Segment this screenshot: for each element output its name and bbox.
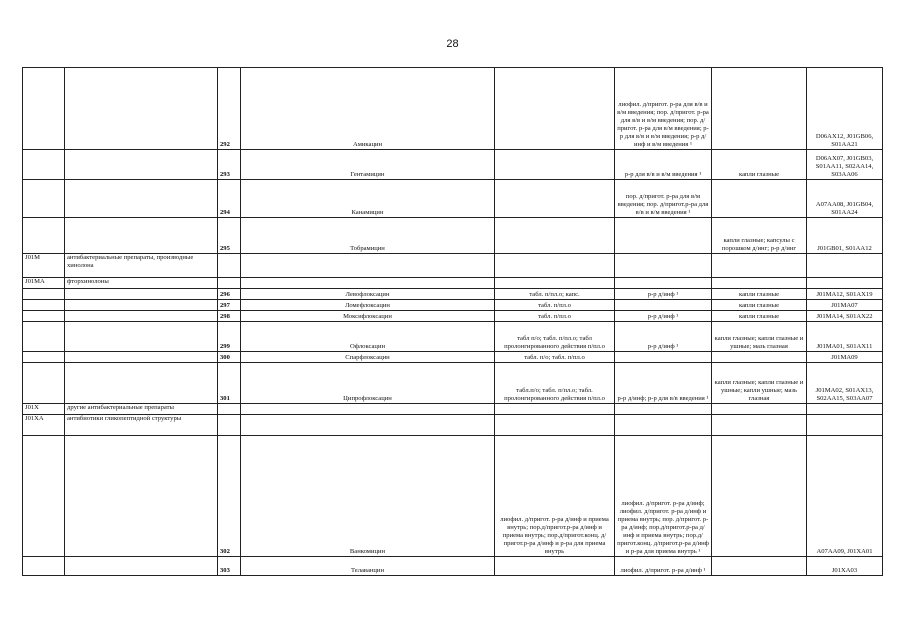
atc-codes: A07AA08, J01GB04, S01AA24 (807, 180, 883, 218)
oral-forms: табл. п/пл.о; капс. (495, 289, 615, 300)
drug-name: Амикацин (241, 68, 495, 150)
empty-cell (65, 180, 218, 218)
group-row (23, 404, 883, 415)
row-number: 303 (218, 557, 241, 576)
oral-forms (495, 218, 615, 254)
atc-group-code: J01X (23, 404, 65, 415)
drug-row (23, 352, 883, 363)
empty-cell (241, 278, 495, 289)
topical-forms (712, 352, 807, 363)
atc-group-name: другие антибактериальные препараты (65, 404, 218, 415)
empty-cell (218, 404, 241, 415)
topical-forms (712, 68, 807, 150)
injection-forms: р-р д/инф ¹ (615, 322, 712, 352)
empty-cell (615, 254, 712, 278)
empty-cell (495, 404, 615, 415)
atc-codes: J01MA02, S01AX13, S02AA15, S03AA07 (807, 363, 883, 404)
atc-codes: J01GB01, S01AA12 (807, 218, 883, 254)
injection-forms (615, 352, 712, 363)
empty-cell (807, 415, 883, 436)
topical-forms (712, 557, 807, 576)
empty-cell (23, 311, 65, 322)
row-number: 301 (218, 363, 241, 404)
empty-cell (65, 311, 218, 322)
drug-name: Ломефлоксацин (241, 300, 495, 311)
drug-name: Тобрамицин (241, 218, 495, 254)
empty-cell (615, 404, 712, 415)
topical-forms: капли глазные (712, 150, 807, 180)
empty-cell (241, 404, 495, 415)
oral-forms: табл.п/о; табл. п/пл.о; табл. пролонгированного действия п/пл.о (495, 363, 615, 404)
drug-row (23, 436, 883, 557)
drug-row (23, 289, 883, 300)
injection-forms (615, 218, 712, 254)
empty-cell (807, 278, 883, 289)
atc-codes: J01MA12, S01AX19 (807, 289, 883, 300)
oral-forms (495, 180, 615, 218)
oral-forms (495, 557, 615, 576)
row-number: 293 (218, 150, 241, 180)
injection-forms (615, 300, 712, 311)
injection-forms: р-р для в/в и в/м введения ¹ (615, 150, 712, 180)
drug-name: Канамицин (241, 180, 495, 218)
drug-name: Моксифлоксацин (241, 311, 495, 322)
row-number: 298 (218, 311, 241, 322)
empty-cell (495, 254, 615, 278)
empty-cell (23, 352, 65, 363)
topical-forms (712, 180, 807, 218)
empty-cell (712, 404, 807, 415)
empty-cell (65, 289, 218, 300)
empty-cell (65, 300, 218, 311)
row-number: 302 (218, 436, 241, 557)
drug-row (23, 218, 883, 254)
empty-cell (23, 180, 65, 218)
row-number: 294 (218, 180, 241, 218)
atc-group-code: J01M (23, 254, 65, 278)
group-row (23, 254, 883, 278)
injection-forms: р-р д/инф ¹ (615, 289, 712, 300)
atc-group-name: антибактериальные препараты, производные хинолона (65, 254, 218, 278)
empty-cell (23, 68, 65, 150)
oral-forms: табл п/о; табл. п/пл.о; табл пролонгированного действия п/пл.о (495, 322, 615, 352)
empty-cell (65, 322, 218, 352)
atc-group-code: J01XA (23, 415, 65, 436)
injection-forms: р-р д/инф ¹ (615, 311, 712, 322)
drug-table (22, 67, 883, 576)
atc-codes: J01MA14, S01AX22 (807, 311, 883, 322)
atc-codes: J01MA07 (807, 300, 883, 311)
atc-group-name: антибиотики гликопептидной структуры (65, 415, 218, 436)
group-row (23, 415, 883, 436)
topical-forms: капли глазные; капли глазные и ушные; мазь глазная (712, 322, 807, 352)
drug-row (23, 300, 883, 311)
topical-forms: капли глазные (712, 311, 807, 322)
row-number: 295 (218, 218, 241, 254)
drug-name: Гентамицин (241, 150, 495, 180)
group-row (23, 278, 883, 289)
topical-forms: капли глазные (712, 289, 807, 300)
row-number: 292 (218, 68, 241, 150)
oral-forms: лиофил. д/пригот. р-ра д/инф и приема внутрь; пор.д/пригот.р-ра д/инф и приема внутрь; пор.д/пригот.конц. д/пригот.р-ра д/инф и р-ра для приема внутрь (495, 436, 615, 557)
drug-row (23, 363, 883, 404)
empty-cell (218, 278, 241, 289)
empty-cell (65, 352, 218, 363)
empty-cell (23, 322, 65, 352)
empty-cell (615, 278, 712, 289)
atc-group-code: J01MA (23, 278, 65, 289)
empty-cell (65, 363, 218, 404)
empty-cell (241, 254, 495, 278)
atc-codes: D06AX12, J01GB06, S01AA21 (807, 68, 883, 150)
empty-cell (65, 436, 218, 557)
drug-row (23, 322, 883, 352)
oral-forms: табл. п/пл.о (495, 311, 615, 322)
atc-codes: J01MA09 (807, 352, 883, 363)
injection-forms: лиофил. д/пригот. р-ра д/инф; лиофил. д/пригот. р-ра д/инф и приема внутрь; пор. д/пригот. р-ра д/инф; пор.д/пригот.р-ра д/инф и приема внутрь; пор.д/пригот.конц. д/пригот.р-ра д/инф и р-ра для приема внутрь ¹ (615, 436, 712, 557)
topical-forms: капли глазные; капли глазные и ушные; капли ушные; мазь глазная (712, 363, 807, 404)
drug-name: Ципрофлоксацин (241, 363, 495, 404)
drug-name: Ванкомицин (241, 436, 495, 557)
drug-name: Левофлоксацин (241, 289, 495, 300)
empty-cell (712, 278, 807, 289)
empty-cell (65, 218, 218, 254)
row-number: 300 (218, 352, 241, 363)
atc-codes: A07AA09, J01XA01 (807, 436, 883, 557)
empty-cell (23, 150, 65, 180)
drug-row (23, 180, 883, 218)
empty-cell (615, 415, 712, 436)
empty-cell (65, 68, 218, 150)
empty-cell (23, 300, 65, 311)
row-number: 299 (218, 322, 241, 352)
injection-forms: р-р д/инф; р-р для в/в введения ¹ (615, 363, 712, 404)
empty-cell (23, 363, 65, 404)
injection-forms: лиофил. д/пригот. р-ра д/инф ¹ (615, 557, 712, 576)
oral-forms: табл. п/о; табл. п/пл.о (495, 352, 615, 363)
empty-cell (23, 557, 65, 576)
empty-cell (241, 415, 495, 436)
atc-codes: J01XA03 (807, 557, 883, 576)
oral-forms: табл. п/пл.о (495, 300, 615, 311)
drug-row (23, 150, 883, 180)
empty-cell (218, 415, 241, 436)
empty-cell (807, 254, 883, 278)
atc-codes: D06AX07, J01GB03, S01AA11, S02AA14, S03AA06 (807, 150, 883, 180)
topical-forms: капли глазные; капсулы с порошком д/инг; р-р д/инг (712, 218, 807, 254)
empty-cell (712, 415, 807, 436)
drug-name: Спарфлоксацин (241, 352, 495, 363)
row-number: 296 (218, 289, 241, 300)
injection-forms: лиофил. д/пригот. р-ра для в/в и в/м введения; пор. д/пригот. р-ра для в/в и в/м введения; пор. д/пригот. р-ра для в/м введения; р-р для в/в и в/м введения; р-р д/инф и в/м введения ¹ (615, 68, 712, 150)
drug-row (23, 557, 883, 576)
empty-cell (495, 278, 615, 289)
empty-cell (23, 436, 65, 557)
topical-forms (712, 436, 807, 557)
empty-cell (23, 289, 65, 300)
oral-forms (495, 68, 615, 150)
oral-forms (495, 150, 615, 180)
atc-codes: J01MA01, S01AX11 (807, 322, 883, 352)
page-number: 28 (446, 38, 459, 50)
empty-cell (712, 254, 807, 278)
injection-forms: пор. д/пригот. р-ра для в/м введения; пор. д/пригот.р-ра для в/в и в/м введения ¹ (615, 180, 712, 218)
topical-forms: капли глазные (712, 300, 807, 311)
empty-cell (218, 254, 241, 278)
empty-cell (807, 404, 883, 415)
drug-name: Телаванцин (241, 557, 495, 576)
empty-cell (23, 218, 65, 254)
row-number: 297 (218, 300, 241, 311)
empty-cell (495, 415, 615, 436)
empty-cell (65, 150, 218, 180)
drug-name: Офлоксацин (241, 322, 495, 352)
drug-row (23, 311, 883, 322)
atc-group-name: фторхинолоны (65, 278, 218, 289)
empty-cell (65, 557, 218, 576)
drug-row (23, 68, 883, 150)
